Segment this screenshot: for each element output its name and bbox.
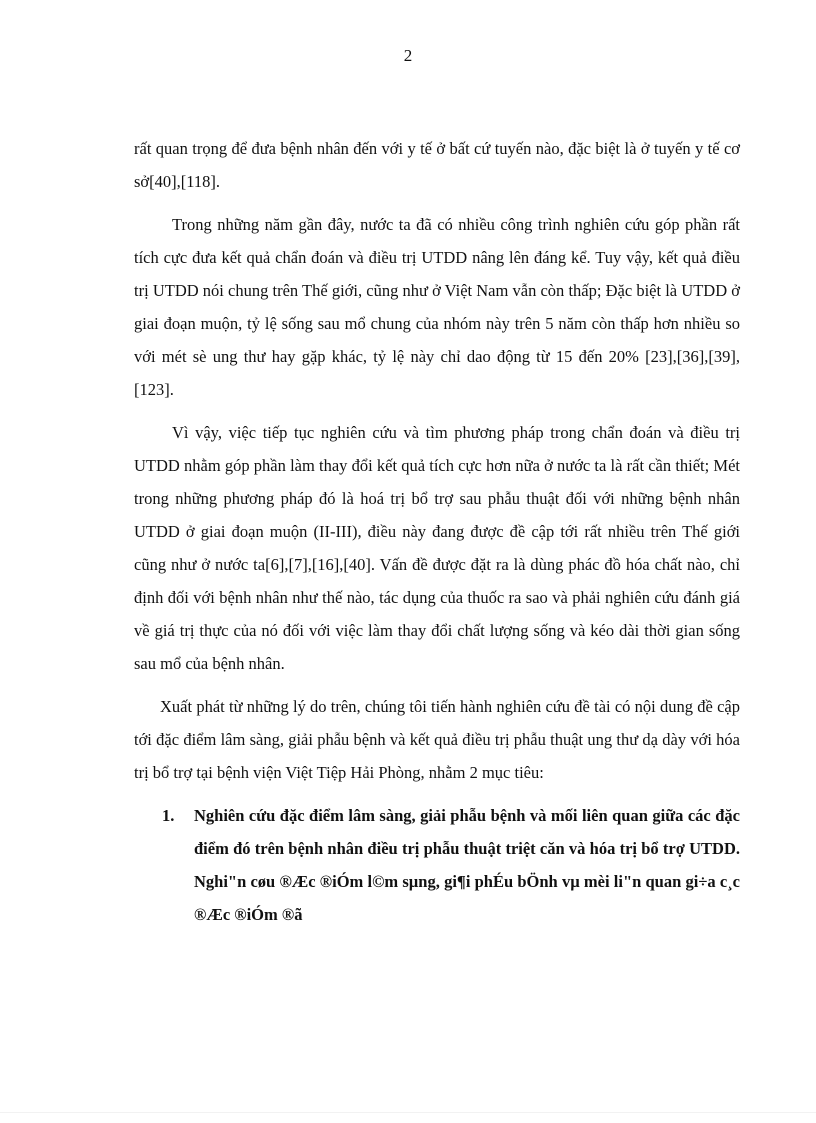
document-body <box>134 132 740 931</box>
objectives-list <box>134 799 740 931</box>
objective-item <box>134 799 740 931</box>
objective-text: Nghiên cứu đặc điểm lâm sàng, giải phẫu bệnh và mối liên quan giữa các đặc điểm đó trên bệnh nhân điều trị phẫu thuật triệt căn và hóa trị bổ trợ UTDD. Nghi"n cøu ®Æc ®iÓm l©m sµng, gi¶i phÉu bÖnh vµ mèi li"n quan gi÷a c¸c ®Æc ®iÓm ®ã <box>194 806 740 924</box>
paragraph-research-need: Vì vậy, việc tiếp tục nghiên cứu và tìm phương pháp trong chẩn đoán và điều trị UTDD nhằm góp phần làm thay đổi kết quả tích cực hơn nữa ở nước ta là rất cần thiết; Mét trong những phương pháp đó là hoá trị bổ trợ sau phẫu thuật đối với những bệnh nhân UTDD ở giai đoạn muộn (II-III), điều này đang được đề cập tới rất nhiều trên Thế giới cũng như ở nước ta[6],[7],[16],[40]. Vấn đề được đặt ra là dùng phác đồ hóa chất nào, chỉ định đối với bệnh nhân như thế nào, tác dụng của thuốc ra sao và phải nghiên cứu đánh giá về giá trị thực của nó đối với việc làm thay đổi chất lượng sống và kéo dài thời gian sống sau mổ của bệnh nhân. <box>134 423 740 673</box>
objective-number: 1. <box>162 806 175 825</box>
paragraph-study-purpose: Xuất phát từ những lý do trên, chúng tôi tiến hành nghiên cứu đề tài có nội dung đề cập tới đặc điểm lâm sàng, giải phẫu bệnh và kết quả điều trị phẫu thuật ung thư dạ dày với hóa trị bổ trợ tại bệnh viện Việt Tiệp Hải Phòng, nhằm 2 mục tiêu: <box>134 697 740 782</box>
paragraph-continuation: rất quan trọng để đưa bệnh nhân đến với y tế ở bất cứ tuyến nào, đặc biệt là ở tuyến y tế cơ sở[40],[118]. <box>134 139 740 191</box>
page-bottom-edge <box>0 1112 816 1113</box>
paragraph-research-status: Trong những năm gần đây, nước ta đã có nhiều công trình nghiên cứu góp phần rất tích cực đưa kết quả chẩn đoán và điều trị UTDD nâng lên đáng kể. Tuy vậy, kết quả điều trị UTDD nói chung trên Thế giới, cũng như ở Việt Nam vẫn còn thấp; Đặc biệt là UTDD ở giai đoạn muộn, tỷ lệ sống sau mổ chung của nhóm này trên 5 năm còn thấp hơn nhiều so với mét sè ung thư hay gặp khác, tỷ lệ này chỉ dao động từ 15 đến 20% [23],[36],[39], [123]. <box>134 215 740 399</box>
page-number: 2 <box>403 46 413 65</box>
